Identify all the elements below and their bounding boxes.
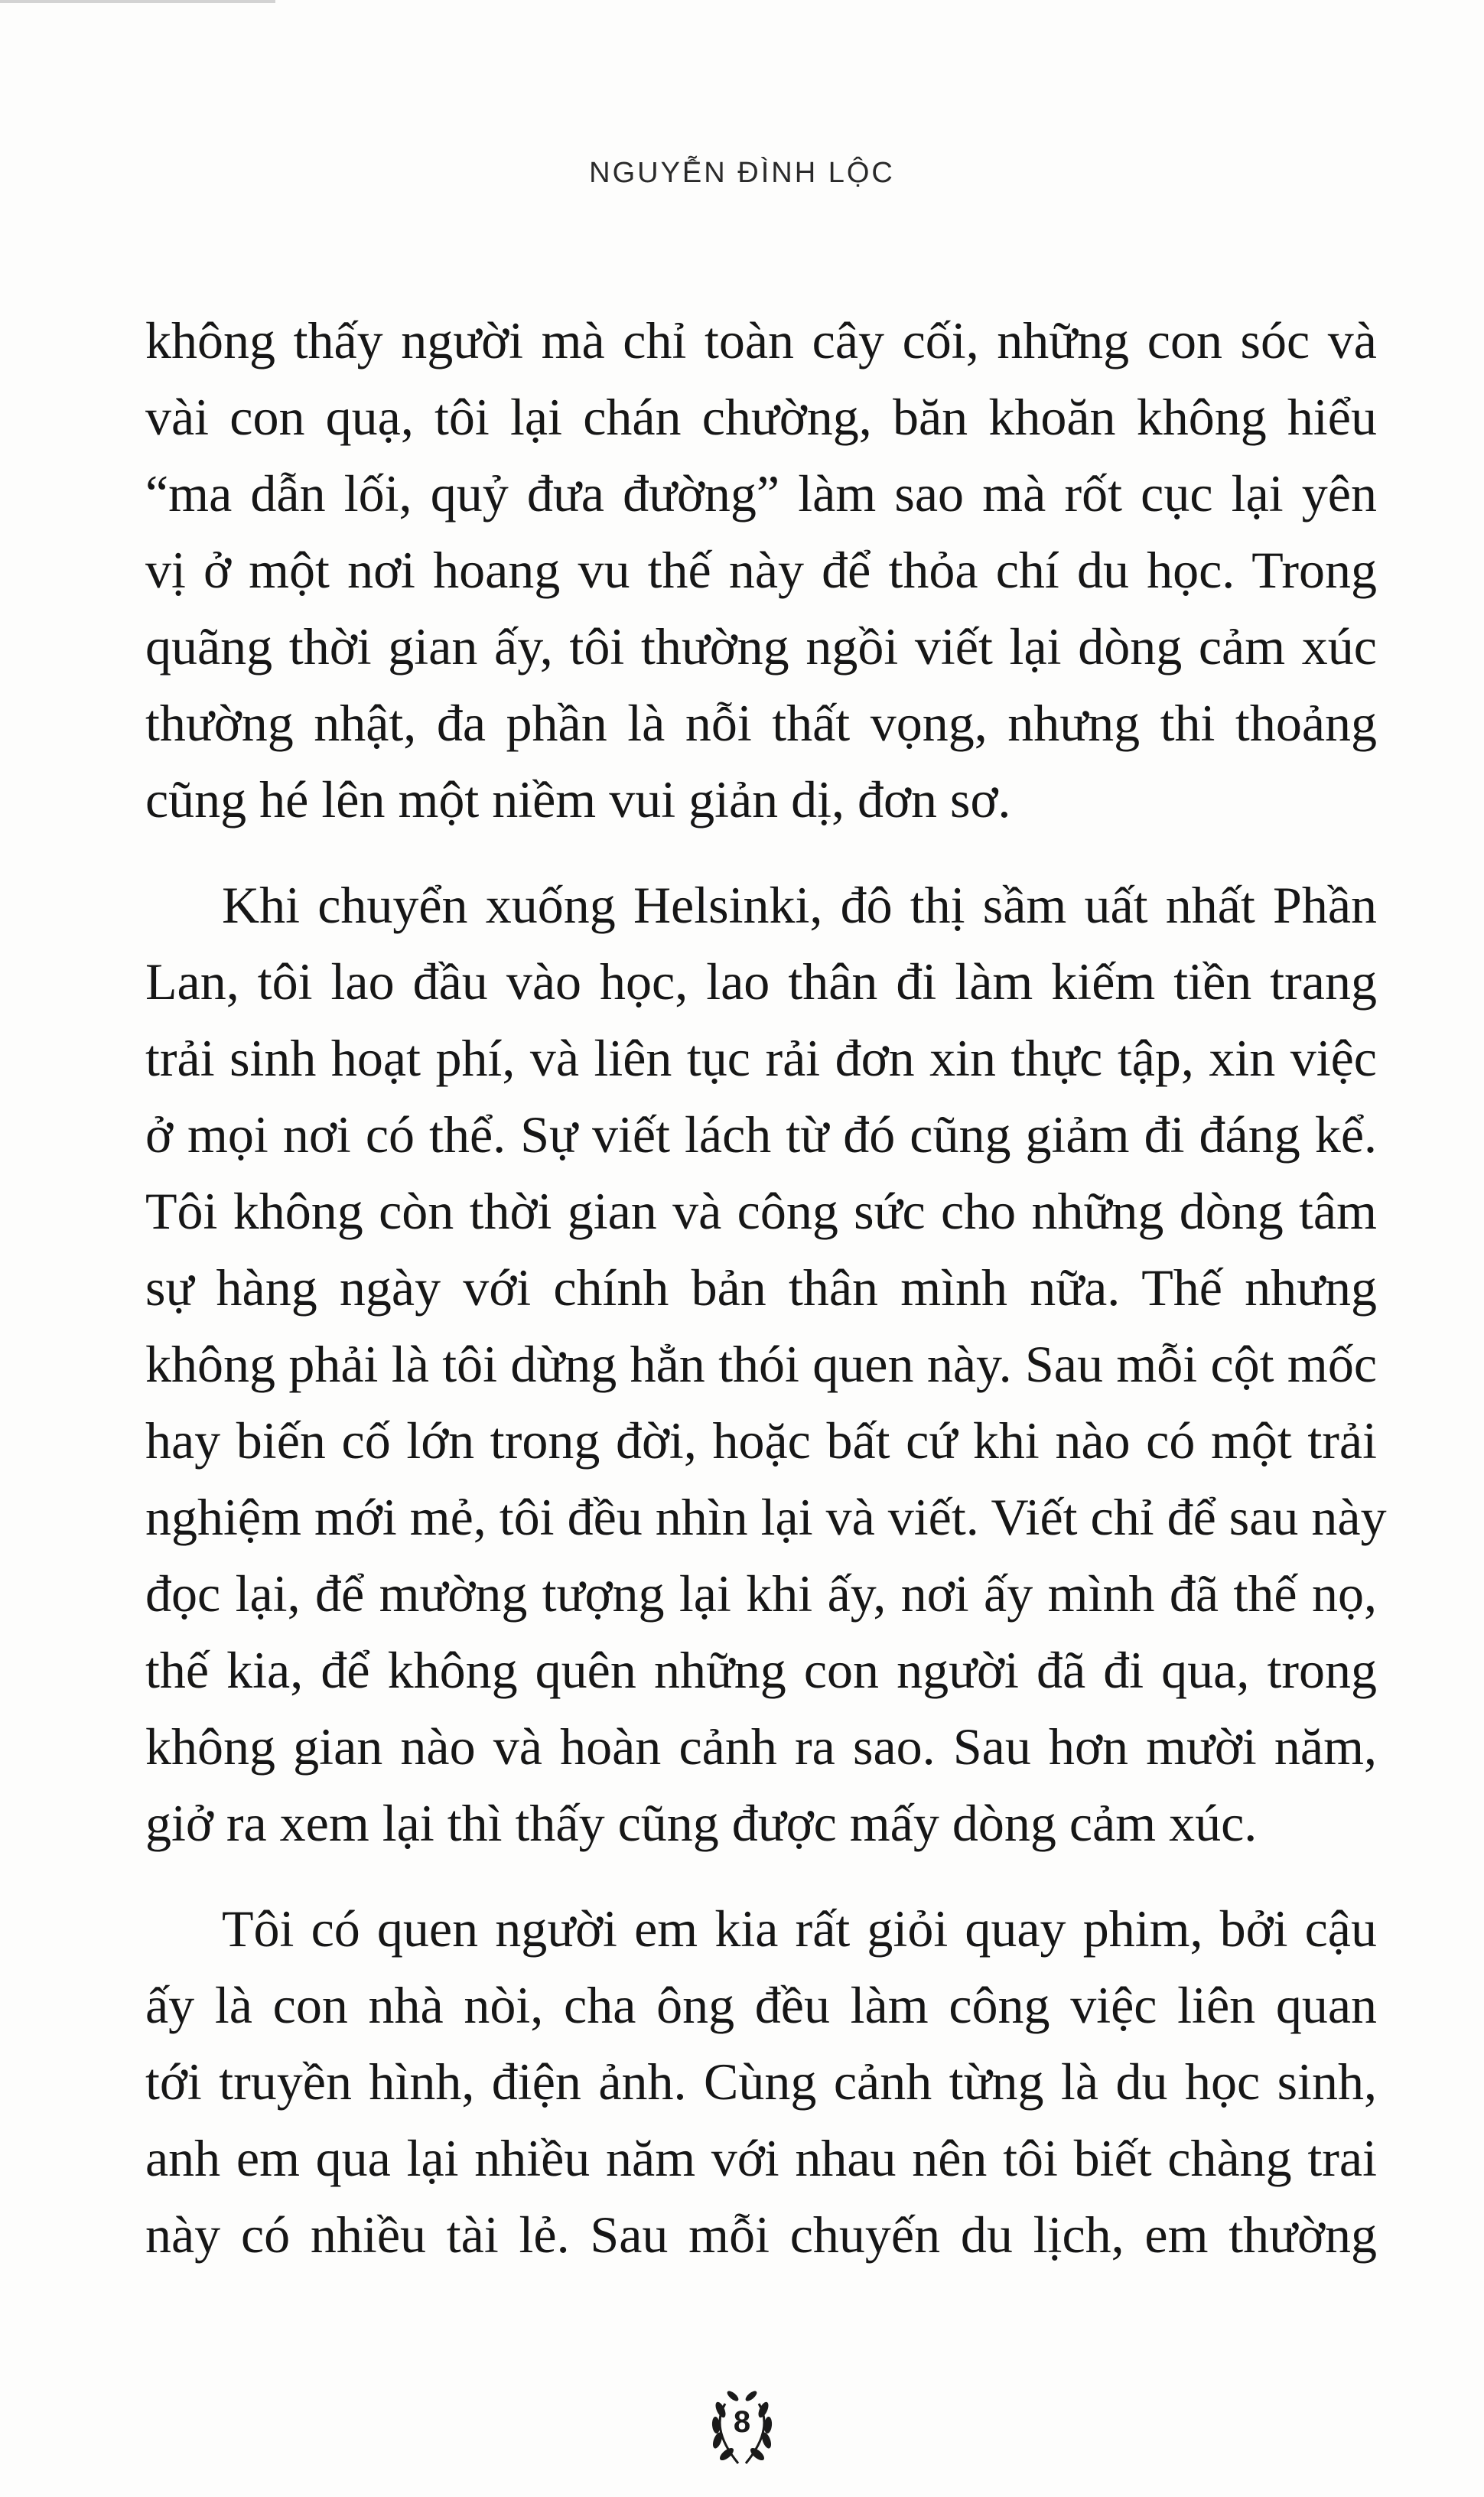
text-line: sự hàng ngày với chính bản thân mình nữa. Thế nhưng [145, 1258, 1377, 1317]
paragraph-3 [145, 1890, 1377, 2273]
text-line: vài con quạ, tôi lại chán chường, băn khoăn không hiểu [145, 388, 1377, 446]
paragraph-2 [145, 867, 1387, 1861]
text-line: “ma dẫn lối, quỷ đưa đường” làm sao mà rốt cục lại yên [145, 464, 1377, 523]
text-line: không thấy người mà chỉ toàn cây cối, những con sóc và [145, 311, 1377, 370]
text-line: vị ở một nơi hoang vu thế này để thỏa chí du học. Trong [145, 541, 1377, 599]
text-line: Lan, tôi lao đầu vào học, lao thân đi làm kiếm tiền trang [145, 952, 1377, 1011]
text-line: thế kia, để không quên những con người đã đi qua, trong [145, 1641, 1377, 1699]
text-line: đọc lại, để mường tượng lại khi ấy, nơi ấy mình đã thế nọ, [145, 1564, 1377, 1623]
text-line: không gian nào và hoàn cảnh ra sao. Sau hơn mười năm, [145, 1717, 1377, 1776]
text-line: hay biến cố lớn trong đời, hoặc bất cứ khi nào có một trải [145, 1411, 1377, 1470]
text-line: trải sinh hoạt phí, và liên tục rải đơn xin thực tập, xin việc [145, 1029, 1377, 1087]
body-text [145, 302, 1387, 2302]
text-line: Tôi có quen người em kia rất giỏi quay phim, bởi cậu [222, 1900, 1377, 1958]
text-line: giở ra xem lại thì thấy cũng được mấy dòng cảm xúc. [145, 1794, 1258, 1852]
text-line: quãng thời gian ấy, tôi thường ngồi viết lại dòng cảm xúc [145, 617, 1377, 676]
text-line: anh em qua lại nhiều năm với nhau nên tôi biết chàng trai [145, 2129, 1377, 2187]
text-line: này có nhiều tài lẻ. Sau mỗi chuyến du lịch, em thường [145, 2206, 1377, 2264]
text-line: cũng hé lên một niềm vui giản dị, đơn sơ. [145, 770, 1011, 829]
page-number-ornament [704, 2387, 780, 2471]
text-line: Tôi không còn thời gian và công sức cho những dòng tâm [145, 1182, 1377, 1240]
page-number: 8 [733, 2405, 751, 2439]
text-line: nghiệm mới mẻ, tôi đều nhìn lại và viết. Viết chỉ để sau này [145, 1488, 1387, 1546]
text-line: ấy là con nhà nòi, cha ông đều làm công việc liên quan [145, 1976, 1377, 2034]
text-line: thường nhật, đa phần là nỗi thất vọng, nhưng thi thoảng [145, 694, 1377, 752]
top-edge-shadow [0, 0, 275, 3]
paragraph-1 [145, 302, 1377, 838]
text-line: không phải là tôi dừng hẳn thói quen này. Sau mỗi cột mốc [145, 1335, 1377, 1393]
text-line: Khi chuyển xuống Helsinki, đô thị sầm uất nhất Phần [222, 876, 1377, 934]
running-head-author: NGUYỄN ĐÌNH LỘC [589, 157, 895, 189]
text-line: tới truyền hình, điện ảnh. Cùng cảnh từng là du học sinh, [145, 2053, 1377, 2111]
text-line: ở mọi nơi có thể. Sự viết lách từ đó cũng giảm đi đáng kể. [145, 1105, 1377, 1164]
